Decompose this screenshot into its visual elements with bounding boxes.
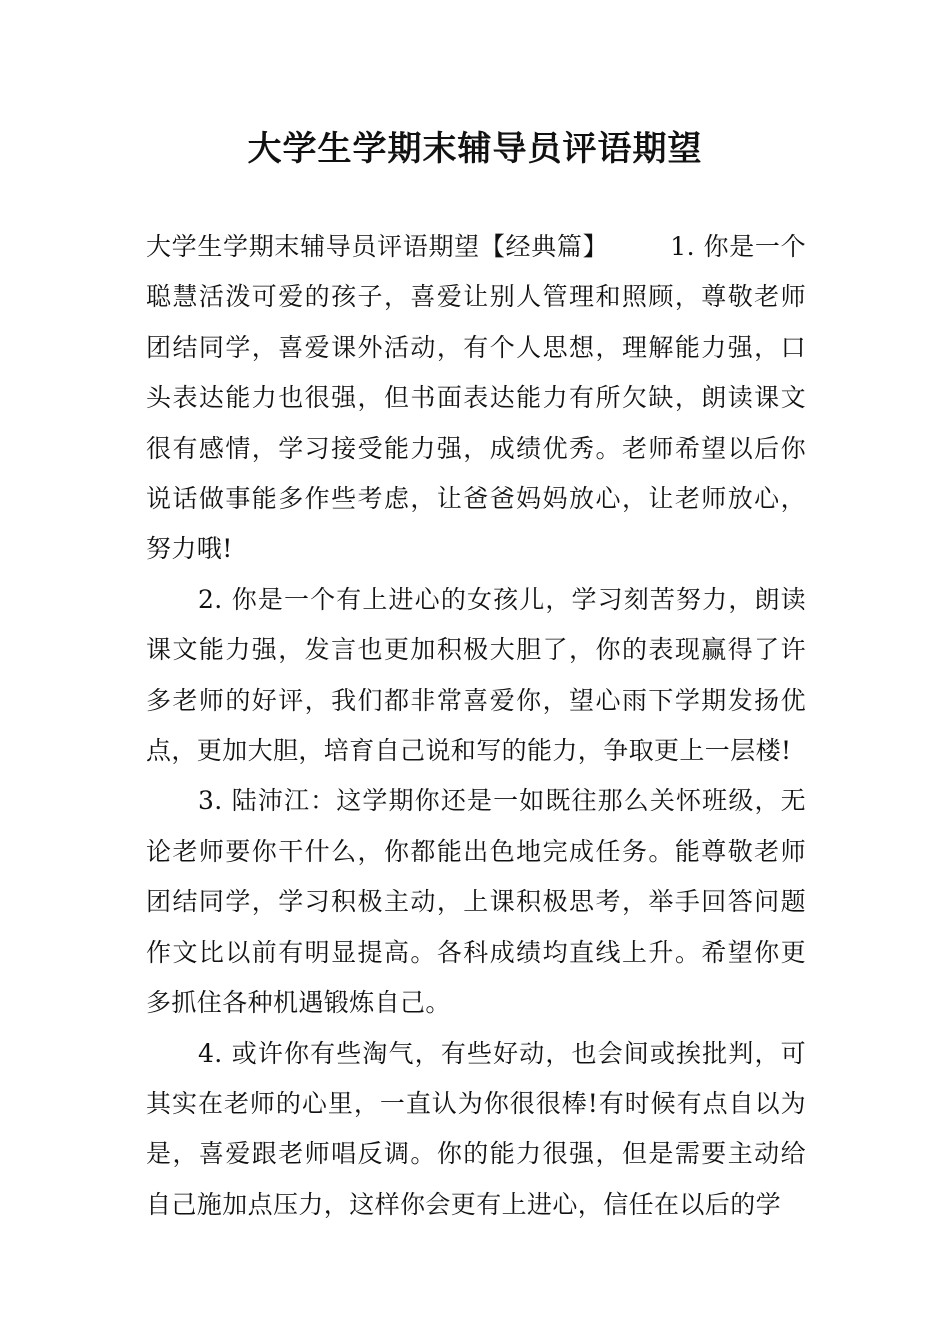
paragraph-4: 4. 或许你有些淘气，有些好动，也会间或挨批判，可其实在老师的心里，一直认为你很很棒!有时候有点自以为是，喜爱跟老师唱反调。你的能力很强，但是需要主动给自己施加点压力，这样你会更有上进心，信任在以后的学 [146, 1038, 806, 1219]
paragraph-1-text: 1. 你是一个聪慧活泼可爱的孩子，喜爱让别人管理和照顾，尊敬老师团结同学，喜爱课外活动，有个人思想，理解能力强，口头表达能力也很强，但书面表达能力有所欠缺，朗读课文很有感情，学习接受能力强，成绩优秀。老师希望以后你说话做事能多作些考虑，让爸爸妈妈放心，让老师放心，努力哦! [146, 232, 806, 564]
intro-heading: 大学生学期末辅导员评语期望【经典篇】 [146, 232, 609, 261]
paragraph-2: 2. 你是一个有上进心的女孩儿，学习刻苦努力，朗读课文能力强，发言也更加积极大胆了，你的表现赢得了许多老师的好评，我们都非常喜爱你，望心雨下学期发扬优点，更加大胆，培育自己说和写的能力，争取更上一层楼! [146, 584, 806, 766]
paragraph-3: 3. 陆沛江：这学期你还是一如既往那么关怀班级，无论老师要你干什么，你都能出色地完成任务。能尊敬老师团结同学，学习积极主动，上课积极思考，举手回答问题作文比以前有明显提高。各科成绩均直线上升。希望你更多抓住各种机遇锻炼自己。 [146, 786, 806, 1018]
paragraph-1 [146, 222, 806, 575]
document-body [146, 222, 806, 1230]
document-title: 大学生学期末辅导员评语期望 [247, 129, 703, 169]
